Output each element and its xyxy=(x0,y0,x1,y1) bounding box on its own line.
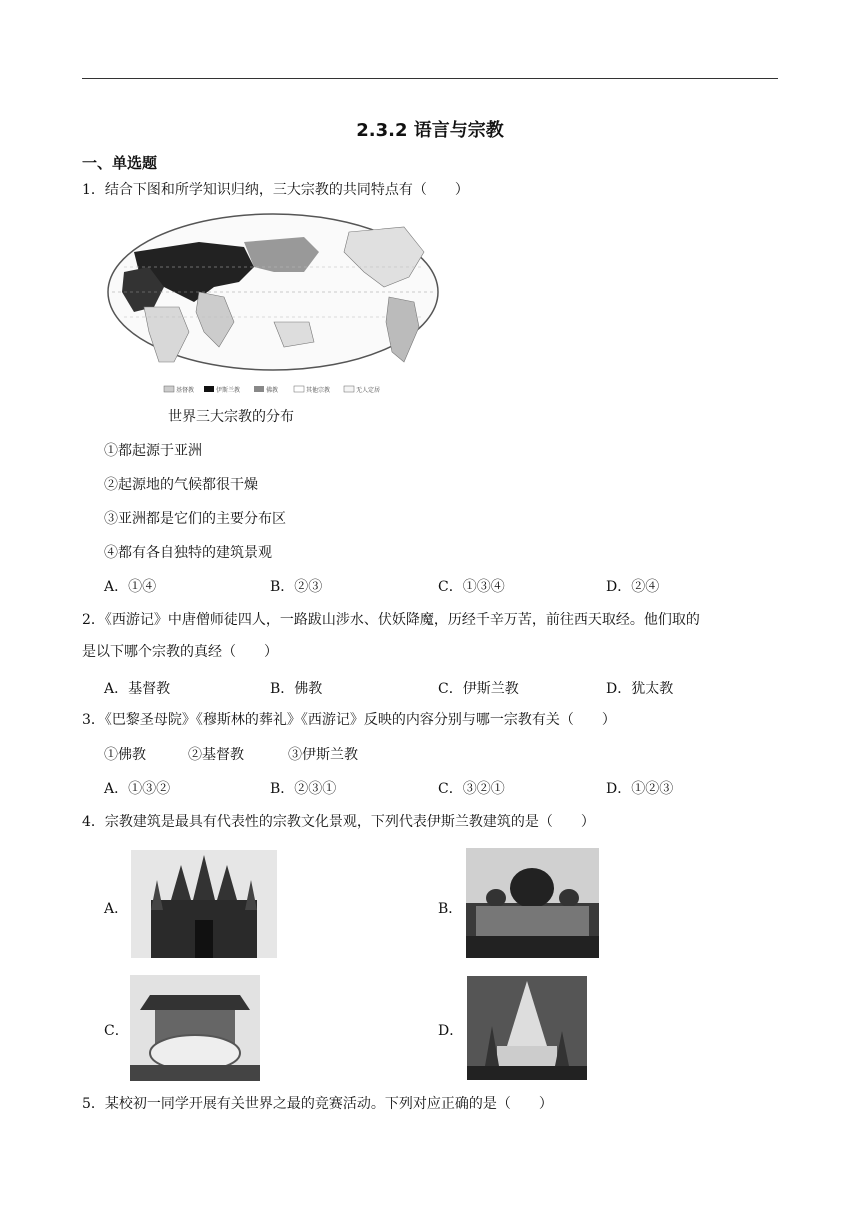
map-caption: 世界三大宗教的分布 xyxy=(168,409,294,425)
option-a[interactable]: A．①④ xyxy=(104,579,157,595)
question-5 xyxy=(82,1094,782,1114)
world-religion-map xyxy=(104,212,442,398)
question-3 xyxy=(82,710,782,730)
question-number: 5． xyxy=(82,1096,105,1112)
legend-item: 其他宗教 xyxy=(306,387,331,394)
question-number: 1． xyxy=(82,182,105,198)
option-d[interactable]: D． xyxy=(438,1023,464,1039)
option-d[interactable]: D．②④ xyxy=(606,579,660,595)
mosque-photo[interactable] xyxy=(466,848,599,958)
question-2-cont: 是以下哪个宗教的真经（ ） xyxy=(82,644,278,660)
option-a[interactable]: A．①③② xyxy=(104,781,171,797)
header-rule xyxy=(82,78,778,79)
legend-item: 无人定居 xyxy=(356,387,381,394)
question-number: 2． xyxy=(82,612,105,628)
option-b[interactable]: B．②③ xyxy=(270,579,323,595)
option-a[interactable]: A．基督教 xyxy=(104,681,171,697)
item-3: ③伊斯兰教 xyxy=(288,747,358,763)
question-number: 3． xyxy=(82,712,105,728)
pagoda-photo[interactable] xyxy=(467,976,587,1080)
statement-2: ②起源地的气候都很干燥 xyxy=(104,477,258,493)
option-c[interactable]: C．①③④ xyxy=(438,579,505,595)
option-d[interactable]: D．犹太教 xyxy=(606,681,674,697)
question-text: 《巴黎圣母院》《穆斯林的葬礼》《西游记》反映的内容分别与哪一宗教有关（ ） xyxy=(104,712,616,728)
option-b[interactable]: B．佛教 xyxy=(270,681,323,697)
statement-4: ④都有各自独特的建筑景观 xyxy=(104,545,272,561)
gothic-cathedral-photo[interactable] xyxy=(131,850,277,958)
statement-3: ③亚洲都是它们的主要分布区 xyxy=(104,511,286,527)
question-1 xyxy=(82,180,782,200)
legend-item: 伊斯兰教 xyxy=(216,387,241,394)
question-text: 结合下图和所学知识归纳，三大宗教的共同特点有（ ） xyxy=(104,182,469,198)
legend-item: 佛教 xyxy=(266,387,279,394)
item-1: ①佛教 xyxy=(104,747,146,763)
buddhist-temple-photo[interactable] xyxy=(130,975,260,1081)
option-c[interactable]: C．③②① xyxy=(438,781,505,797)
page-title: 2.3.2 语言与宗教 xyxy=(356,120,504,141)
legend-item: 基督教 xyxy=(176,387,195,394)
option-d[interactable]: D．①②③ xyxy=(606,781,674,797)
statement-1: ①都起源于亚洲 xyxy=(104,443,202,459)
option-c[interactable]: C． xyxy=(104,1023,129,1039)
question-number: 4． xyxy=(82,814,105,830)
question-text: 某校初一同学开展有关世界之最的竞赛活动。下列对应正确的是（ ） xyxy=(104,1096,553,1112)
question-text: 《西游记》中唐僧师徒四人，一路跋山涉水、伏妖降魔，历经千辛万苦，前往西天取经。他们取的 xyxy=(104,612,700,628)
item-2: ②基督教 xyxy=(188,747,244,763)
option-c[interactable]: C．伊斯兰教 xyxy=(438,681,519,697)
option-a[interactable]: A． xyxy=(104,901,129,917)
question-4 xyxy=(82,812,782,832)
option-b[interactable]: B．②③① xyxy=(270,781,337,797)
question-2 xyxy=(82,610,782,630)
option-b[interactable]: B． xyxy=(438,901,463,917)
question-text: 宗教建筑是最具有代表性的宗教文化景观，下列代表伊斯兰教建筑的是（ ） xyxy=(104,814,595,830)
section-heading: 一、单选题 xyxy=(82,154,158,172)
